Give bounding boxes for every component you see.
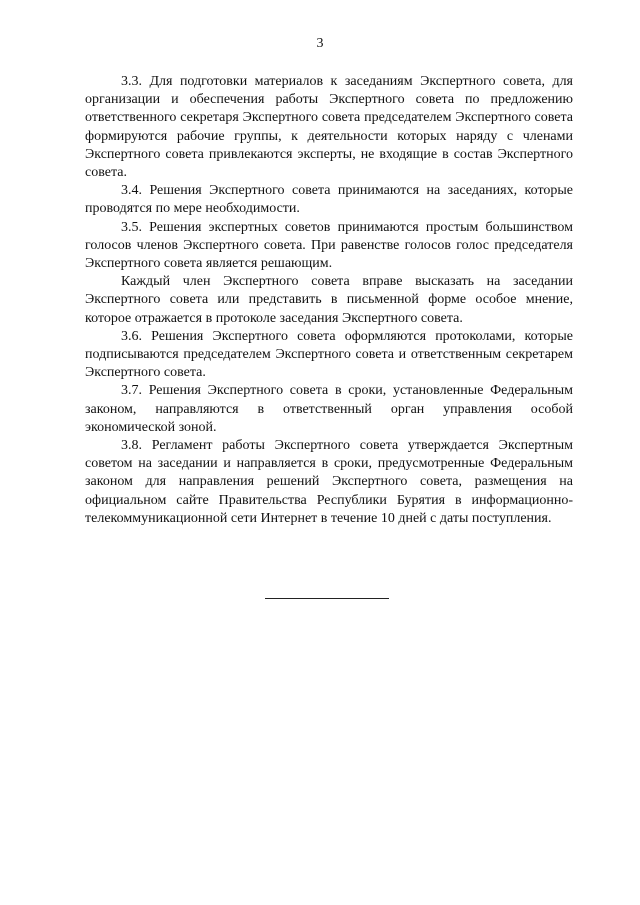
paragraph-3-4: 3.4. Решения Экспертного совета принимаются на заседаниях, которые проводятся по мере необходимости. [85, 183, 573, 217]
paragraph-3-5: 3.5. Решения экспертных советов принимаются простым большинством голосов членов Экспертного совета. При равенстве голосов голос председателя Экспертного совета является решающим. [85, 219, 573, 272]
paragraph-special-opinion: Каждый член Экспертного совета вправе высказать на заседании Экспертного совета или представить в письменной форме особое мнение, которое отражается в протоколе заседания Экспертного совета. [85, 274, 573, 326]
paragraph-3-7: 3.7. Решения Экспертного совета в сроки, установленные Федеральным законом, направляются в ответственный орган управления особой экономической зоной. [85, 383, 573, 435]
paragraph-3-8: 3.8. Регламент работы Экспертного совета утверждается Экспертным советом на заседании и направляется в сроки, предусмотренные Федеральным законом для направления решений Экспертного совета, размещения на официальном сайте Правительства Республики Бурятия в информационно-телекоммуникационной сети Интернет в течение 10 дней с даты поступления. [85, 438, 573, 526]
paragraph-3-3: 3.3. Для подготовки материалов к заседаниям Экспертного совета, для организации и обеспечения работы Экспертного совета по предложению ответственного секретаря Экспертного совета председателем Экспертного совета формируются рабочие группы, к деятельности которых наряду с членами Экспертного совета привлекаются эксперты, не входящие в состав Экспертного совета. [85, 74, 573, 181]
page-number: 3 [316, 36, 324, 51]
end-of-document-divider [265, 598, 389, 599]
paragraph-3-6: 3.6. Решения Экспертного совета оформляются протоколами, которые подписываются председателем Экспертного совета и ответственным секретарем Экспертного совета. [85, 328, 573, 381]
document-body [85, 73, 573, 528]
